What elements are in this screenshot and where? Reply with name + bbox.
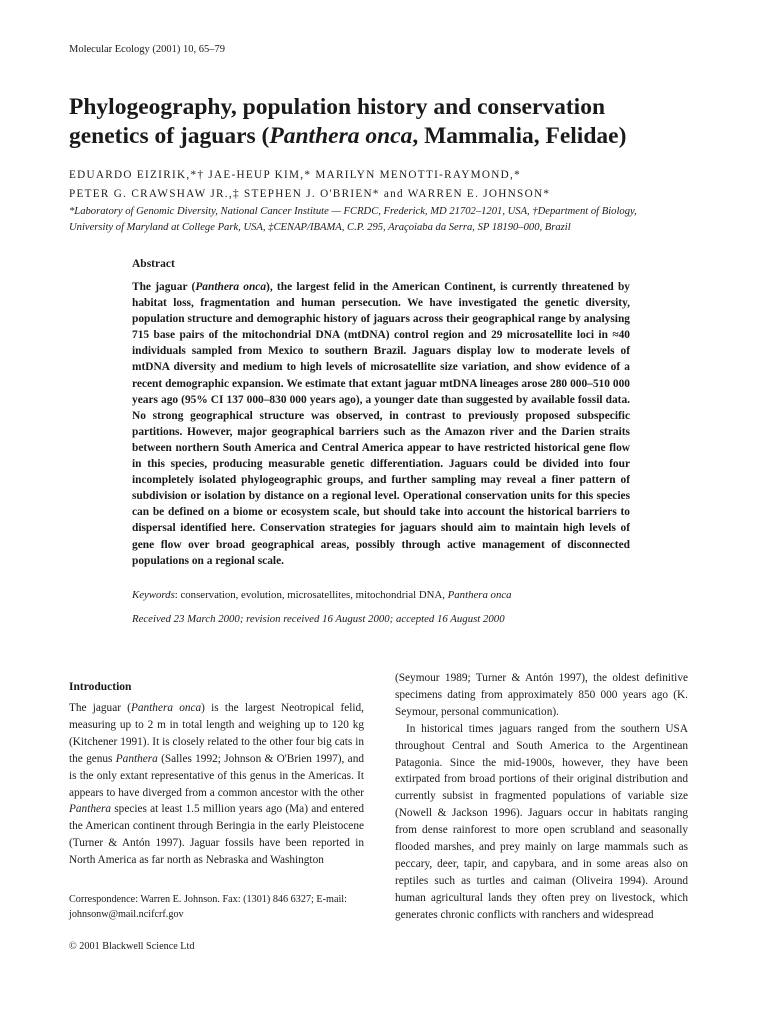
keywords-label: Keywords [132,589,175,601]
text-run: The jaguar ( [69,702,131,714]
title-species-name: Panthera onca [269,123,413,149]
author-list [69,166,709,204]
title-line-2-start: genetics of jaguars ( [69,123,270,149]
title-line-2-end: , Mammalia, Felidae) [412,123,627,149]
abstract-text-start: The jaguar ( [132,281,196,293]
abstract-heading: Abstract [132,258,175,270]
affiliation-line-2: University of Maryland at College Park, USA, ‡CENAP/IBAMA, C.P. 295, Araçoiaba da Serra, SP 18190–000, Brazil [69,222,571,233]
affiliations [69,204,719,236]
genus-name: Panthera [69,803,112,816]
abstract-text [132,279,630,569]
authors-line-1: EDUARDO EIZIRIK,*† JAE-HEUP KIM,* MARILYN MENOTTI-RAYMOND,* [69,169,521,181]
keywords [132,587,632,603]
introduction-heading: Introduction [69,681,132,693]
intro-paragraph-2: In historical times jaguars ranged from the southern USA throughout Central and South America to the Argentinean Patagonia. Since the mid-1900s, however, they have been extirpated from broad portions of their original distribution and currently subsist in fragmented populations of variable size (Nowell & Jackson 1996). Jaguars occur in habitats ranging from dense rainforest to more open scrubland and seasonally flooded marshes, and prey mainly on large mammals such as peccary, deer, tapir, and capybara, and in some areas also on reptiles such as turtles and caiman (Oliveira 1994). Around human agricultural lands they often prey on livestock, which generates chronic conflicts with ranchers and widespread [395,722,688,921]
correspondence-note: Correspondence: Warren E. Johnson. Fax: (1301) 846 6327; E-mail: johnsonw@mail.ncifcrf.gov [69,894,347,920]
authors-line-2: PETER G. CRAWSHAW JR.,‡ STEPHEN J. O'BRIEN* and WARREN E. JOHNSON* [69,188,551,200]
abstract-species-name: Panthera onca [195,281,267,293]
keywords-species: Panthera onca [447,589,512,601]
text-run: (Salles 1992; Johnson & O'Brien 1997), and is the only extant representative of this genus in the Americas. It appears to have diverged from a common ancestor with the other [69,752,364,799]
keywords-list: : conservation, evolution, microsatellites, mitochondrial DNA, [174,589,448,601]
text-run: ) is the largest Neotropical felid, measuring up to 2 m in total length and weighing up to 120 kg (Kitchener 1991). It is closely related to the other four big cats in the genus [69,702,364,765]
text-run: species at least 1.5 million years ago (Ma) and entered the American continent through Beringia in the early Pleistocene (Turner & Antón 1997). Jaguar fossils have been reported in North America as far north as Nebraska and Washington [69,803,364,867]
right-column [395,670,688,924]
abstract-text-body: ), the largest felid in the American Continent, is currently threatened by habitat loss, fragmentation and human persecution. We have investigated the genetic diversity, population structure and demographic history of jaguars across their geographical range by analysing 715 base pairs of the mitochondrial DNA (mtDNA) control region and 29 microsatellite loci in ≈40 individuals sampled from Mexico to southern Brazil. Jaguars display low to moderate levels of mtDNA diversity and medium to high levels of microsatellite size variation, and show evidence of a recent demographic expansion. We estimate that extant jaguar mtDNA lineages arose 280 000–510 000 years ago (95% CI 137 000–830 000 years ago), a younger date than suggested by available fossil data. No strong geographical structure was observed, in contrast to previously proposed subspecific partitions. However, major geographical barriers such as the Amazon river and the Darien straits between northern South America and Central America appear to have restricted historical gene flow in this species, producing measurable genetic differentiation. Jaguars could be divided into four incompletely isolated phylogeographic groups, and further sampling may reveal a finer pattern of subdivision or isolation by distance on a regional level. Operational conservation units for this species can be defined on a biome or ecosystem scale, but should take into account the historical barriers to dispersal identified here. Conservation strategies for jaguars should aim to maintain high levels of gene flow over broad geographical areas, possibly through active management of disconnected populations on a regional scale. [132,281,630,567]
title-line-1: Phylogeography, population history and conservation [69,94,606,120]
paper-title [69,93,709,151]
copyright-notice: © 2001 Blackwell Science Ltd [69,941,195,952]
received-dates: Received 23 March 2000; revision received 16 August 2000; accepted 16 August 2000 [132,613,505,625]
intro-paragraph-1-continued: (Seymour 1989; Turner & Antón 1997), the oldest definitive specimens dating from approximately 850 000 years ago (K. Seymour, personal communication). [395,672,688,718]
affiliation-line-1: *Laboratory of Genomic Diversity, National Cancer Institute — FCRDC, Frederick, MD 21702–1201, USA, †Department of Biology, [69,206,637,217]
intro-paragraph-1 [69,700,364,869]
species-name: Panthera onca [130,702,202,714]
genus-name: Panthera [115,752,158,765]
left-column [69,700,364,869]
journal-citation: Molecular Ecology (2001) 10, 65–79 [69,44,226,55]
